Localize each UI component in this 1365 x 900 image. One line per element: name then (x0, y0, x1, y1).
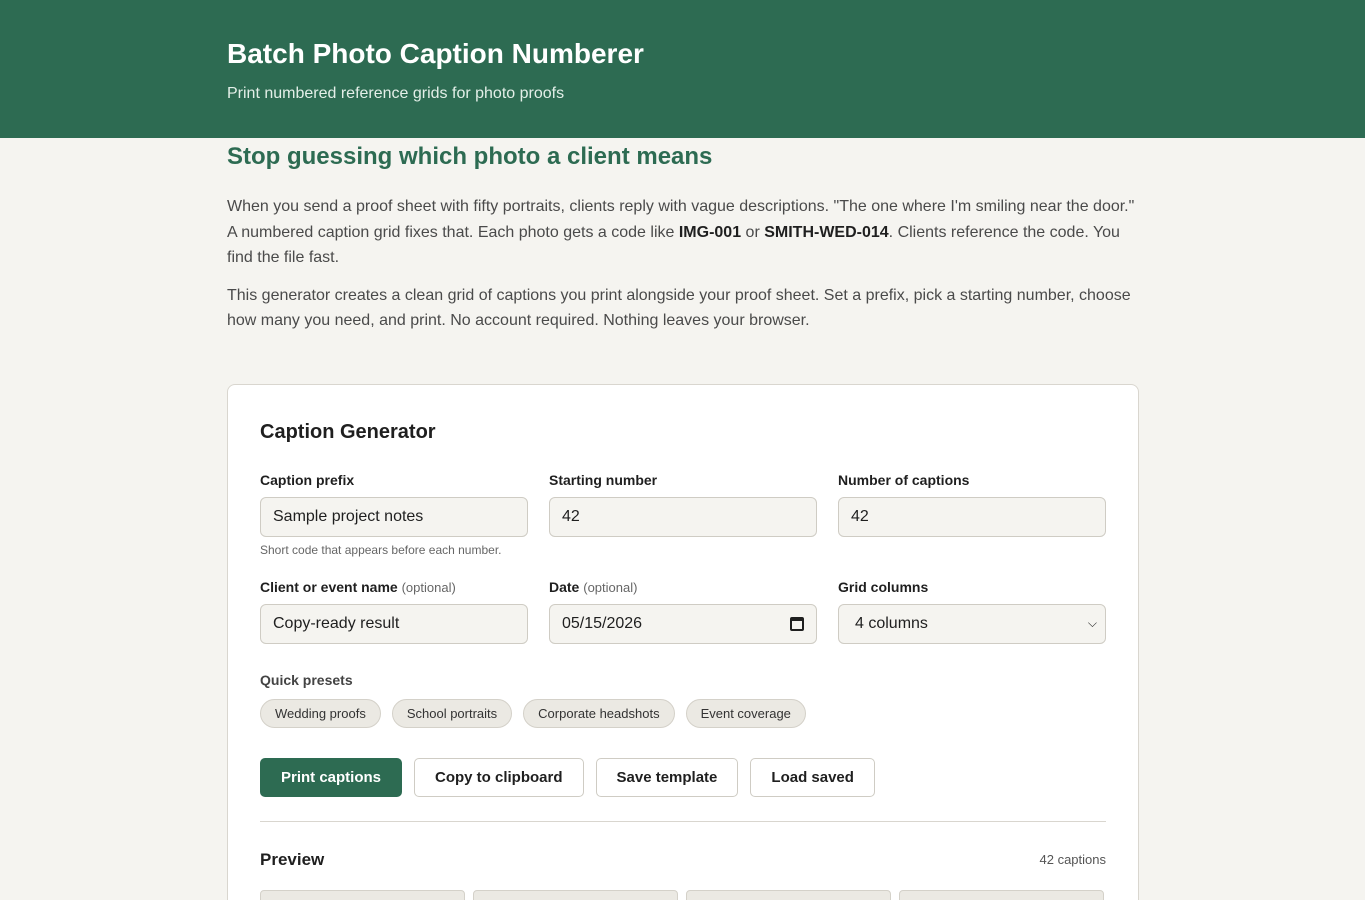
example-code-1: IMG-001 (678, 223, 742, 241)
client-label (260, 579, 528, 595)
preset-wedding-proofs[interactable]: Wedding proofs (260, 699, 381, 728)
app-title: Batch Photo Caption Numberer (227, 38, 644, 69)
start-value: 42 (562, 507, 580, 525)
main-content (227, 144, 1139, 900)
preview-grid (260, 890, 1106, 900)
start-field-group (549, 472, 817, 557)
optional-tag: (optional) (583, 579, 638, 595)
intro-text: or (741, 223, 765, 241)
preset-chips (260, 699, 1106, 728)
site-header (0, 0, 1365, 138)
prefix-field-group (260, 472, 528, 557)
caption-cell (899, 890, 1104, 900)
date-value: 05/15/2026 (562, 614, 643, 632)
start-number-input[interactable] (549, 497, 817, 537)
prefix-value: Sample project notes (273, 507, 424, 525)
client-name-input[interactable] (260, 604, 528, 644)
client-field-group (260, 579, 528, 644)
preset-corporate-headshots[interactable]: Corporate headshots (523, 699, 674, 728)
save-template-button[interactable]: Save template (596, 758, 739, 797)
date-field-group (549, 579, 817, 644)
start-label: Starting number (549, 471, 658, 488)
copy-to-clipboard-button[interactable]: Copy to clipboard (414, 758, 584, 797)
columns-label: Grid columns (838, 578, 929, 595)
count-field-group (838, 472, 1106, 557)
divider (260, 821, 1106, 822)
intro-paragraph-1 (227, 194, 1139, 271)
presets-label: Quick presets (260, 671, 353, 688)
intro-section (227, 144, 1139, 334)
intro-text: When you send a proof sheet with fifty portraits, clients reply with vague descriptions. "The one where I'm smiling near the door." A numbered caption grid fixes that. Each photo gets a code like (227, 198, 1135, 241)
form-row-2 (260, 579, 1106, 644)
form-row-1 (260, 472, 1106, 557)
count-value: 42 (851, 507, 869, 525)
caption-cell (260, 890, 465, 900)
caption-cell (686, 890, 891, 900)
preset-event-coverage[interactable]: Event coverage (686, 699, 806, 728)
intro-paragraph-2: This generator creates a clean grid of captions you print alongside your proof sheet. Set a prefix, pick a starting number, choose how many you need, and print. No account required. Nothing leaves your browser. (227, 286, 1131, 329)
date-label (549, 579, 817, 595)
generator-title: Caption Generator (260, 420, 436, 443)
optional-tag: (optional) (401, 579, 456, 595)
date-input[interactable] (549, 604, 817, 644)
preview-count: 42 captions (1039, 852, 1106, 867)
client-value: Copy-ready result (273, 614, 400, 632)
prefix-label: Caption prefix (260, 471, 355, 488)
columns-field-group (838, 579, 1106, 644)
chevron-down-icon: ⌵ (1087, 616, 1097, 630)
print-captions-button[interactable]: Print captions (260, 758, 402, 797)
client-label-text: Client or event name (260, 578, 398, 595)
count-label: Number of captions (838, 471, 970, 488)
action-buttons (260, 758, 1106, 797)
preview-header (260, 850, 1106, 870)
caption-generator-card (227, 384, 1139, 900)
columns-value: 4 columns (855, 614, 928, 632)
preview-title: Preview (260, 849, 325, 869)
load-saved-button[interactable]: Load saved (750, 758, 875, 797)
grid-columns-select[interactable] (838, 604, 1106, 644)
app-subtitle: Print numbered reference grids for photo proofs (227, 85, 565, 102)
caption-cell (473, 890, 678, 900)
date-label-text: Date (549, 578, 580, 595)
caption-count-input[interactable] (838, 497, 1106, 537)
prefix-hint: Short code that appears before each number. (260, 542, 502, 557)
calendar-icon[interactable] (790, 617, 804, 631)
intro-text: . Clients reference the code. You find the file fast. (227, 223, 1120, 266)
example-code-2: SMITH-WED-014 (764, 223, 889, 241)
intro-heading: Stop guessing which photo a client means (227, 143, 713, 170)
prefix-input[interactable] (260, 497, 528, 537)
preset-school-portraits[interactable]: School portraits (392, 699, 512, 728)
